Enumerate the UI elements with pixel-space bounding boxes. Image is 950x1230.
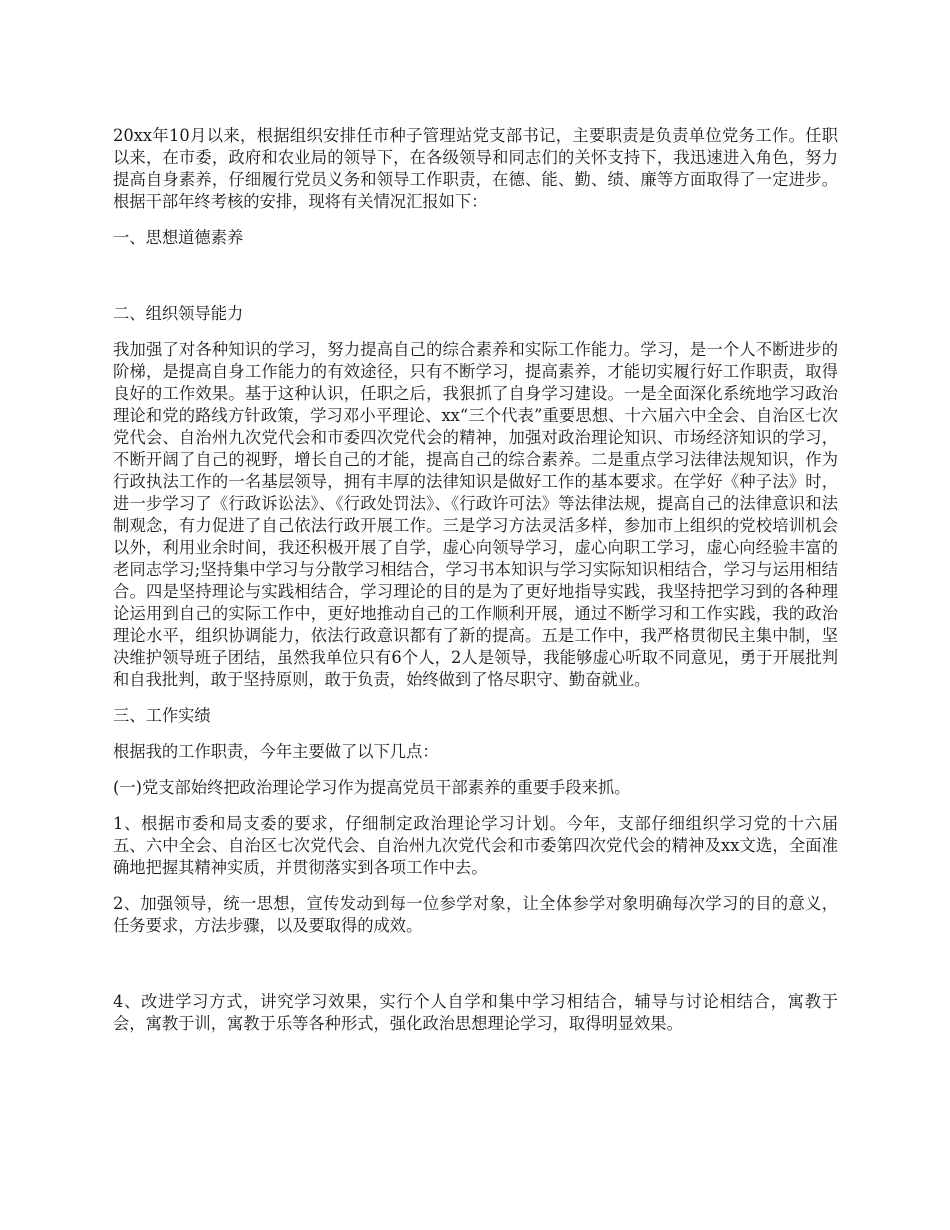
- list-item-1: 1、根据市委和局支委的要求，仔细制定政治理论学习计划。今年，支部仔细组织学习党的十六届五、六中全会、自治区七次党代会、自治州九次党代会和市委第四次党代会的精神及xx文选，全面准确地把握其精神实质，并贯彻落实到各项工作中去。: [113, 814, 838, 877]
- section-heading-leadership: 二、组织领导能力: [113, 304, 244, 323]
- subsection-heading-1: (一)党支部始终把政治理论学习作为提高党员干部素养的重要手段来抓。: [113, 778, 631, 797]
- achievements-intro: 根据我的工作职责，今年主要做了以下几点：: [113, 742, 439, 761]
- section-heading-achievements: 三、工作实绩: [113, 706, 211, 725]
- list-item-2: 2、加强领导，统一思想，宣传发动到每一位参学对象，让全体参学对象明确每次学习的目的意义，任务要求，方法步骤，以及要取得的成效。: [113, 894, 838, 935]
- list-item-4: 4、改进学习方式，讲究学习效果，实行个人自学和集中学习相结合，辅导与讨论相结合，寓教于会，寓教于训，寓教于乐等各种形式，强化政治思想理论学习，取得明显效果。: [113, 992, 838, 1033]
- leadership-paragraph: 我加强了对各种知识的学习，努力提高自己的综合素养和实际工作能力。学习，是一个人不断进步的阶梯，是提高自身工作能力的有效途径，只有不断学习，提高素养，才能切实履行好工作职责，取得良好的工作效果。基于这种认识，任职之后，我狠抓了自身学习建设。一是全面深化系统地学习政治理论和党的路线方针政策，学习邓小平理论、xx“三个代表”重要思想、十六届六中全会、自治区七次党代会、自治州九次党代会和市委四次党代会的精神，加强对政治理论知识、市场经济知识的学习，不断开阔了自己的视野，增长自己的才能，提高自己的综合素养。二是重点学习法律法规知识，作为行政执法工作的一名基层领导，拥有丰厚的法律知识是做好工作的基本要求。在学好《种子法》时，进一步学习了《行政诉讼法》、《行政处罚法》、《行政许可法》等法律法规，提高自己的法律意识和法制观念，有力促进了自己依法行政开展工作。三是学习方法灵活多样，参加市上组织的党校培训机会以外，利用业余时间，我还积极开展了自学，虚心向领导学习，虚心向职工学习，虚心向经验丰富的老同志学习;坚持集中学习与分散学习相结合，学习书本知识与学习实际知识相结合，学习与运用相结合。四是坚持理论与实践相结合，学习理论的目的是为了更好地指导实践，我坚持把学习到的各种理论运用到自己的实际工作中，更好地推动自己的工作顺利开展，通过不断学习和工作实践，我的政治理论水平，组织协调能力，依法行政意识都有了新的提高。五是工作中，我严格贯彻民主集中制，坚决维护领导班子团结，虽然我单位只有6个人，2人是领导，我能够虚心听取不同意见，勇于开展批判和自我批判，敢于坚持原则，敢于负责，始终做到了恪尽职守、勤奋就业。: [113, 340, 838, 689]
- document-body: [113, 125, 838, 1035]
- intro-paragraph: 20xx年10月以来，根据组织安排任市种子管理站党支部书记，主要职责是负责单位党务工作。任职以来，在市委，政府和农业局的领导下，在各级领导和同志们的关怀支持下，我迅速进入角色，努力提高自身素养，仔细履行党员义务和领导工作职责，在德、能、勤、绩、廉等方面取得了一定进步。根据干部年终考核的安排，现将有关情况汇报如下：: [113, 126, 838, 211]
- section-heading-ideology: 一、思想道德素养: [113, 228, 244, 247]
